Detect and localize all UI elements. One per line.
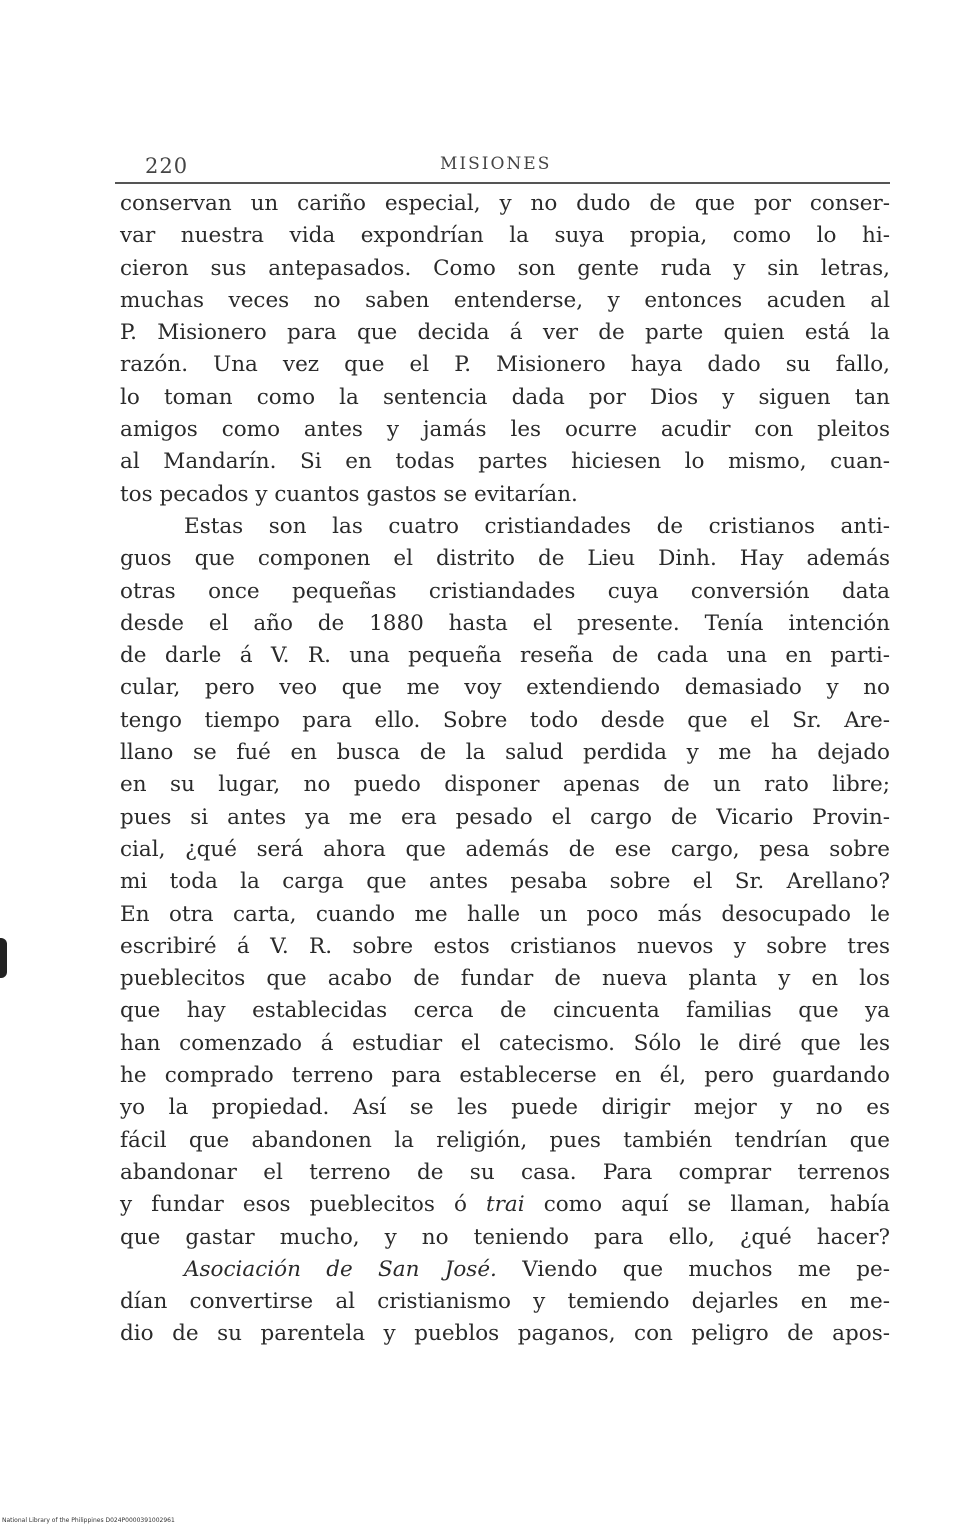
text-line: P. Misionero para que decida á ver de parte quien está la	[120, 320, 890, 346]
text-run: y fundar esos pueblecitos ó	[120, 1192, 486, 1218]
page-header	[115, 152, 890, 184]
text-line: fácil que abandonen la religión, pues también tendrían que	[120, 1127, 890, 1153]
text-line: pueblecitos que acabo de fundar de nueva planta y en los	[120, 966, 890, 992]
text-line: conservan un cariño especial, y no dudo de que por conser-	[120, 191, 890, 216]
text-line: cular, pero veo que me voy extendiendo demasiado y no	[120, 675, 890, 701]
text-line: llano se fué en busca de la salud perdida y me ha dejado	[120, 740, 890, 766]
italic-word: trai	[485, 1192, 525, 1218]
text-line: yo la propiedad. Así se les puede dirigir mejor y no es	[120, 1095, 890, 1121]
running-title: MISIONES	[440, 154, 552, 174]
footer-credit: National Library of the Philippines D024P0000391002961	[2, 1517, 175, 1524]
text-line: al Mandarín. Si en todas partes hiciesen lo mismo, cuan-	[120, 449, 890, 475]
section-heading: Asociación de San José.	[184, 1256, 497, 1282]
text-run: como aquí se llaman, había	[524, 1192, 890, 1218]
text-line: mi toda la carga que antes pesaba sobre el Sr. Arellano?	[120, 869, 890, 895]
text-line: pues si antes ya me era pesado el cargo de Vicario Provin-	[120, 804, 890, 830]
text-line: cial, ¿qué será ahora que además de ese cargo, pesa sobre	[120, 836, 890, 862]
text-line: que hay establecidas cerca de cincuenta familias que ya	[120, 998, 890, 1024]
text-line: razón. Una vez que el P. Misionero haya dado su fallo,	[120, 352, 890, 378]
text-line: amigos como antes y jamás les ocurre acudir con pleitos	[120, 417, 890, 443]
text-line: dían convertirse al cristianismo y temiendo dejarles en me-	[120, 1289, 890, 1315]
text-line: muchas veces no saben entenderse, y entonces acuden al	[120, 287, 890, 313]
text-line: var nuestra vida expondrían la suya propia, como lo hi-	[120, 223, 890, 249]
text-line: escribiré á V. R. sobre estos cristianos nuevos y sobre tres	[120, 933, 890, 959]
text-line: En otra carta, cuando me halle un poco más desocupado le	[120, 901, 890, 927]
text-line: Estas son las cuatro cristiandades de cristianos anti-	[184, 513, 890, 539]
text-line: dio de su parentela y pueblos paganos, con peligro de apos-	[120, 1321, 890, 1347]
margin-mark	[0, 938, 7, 978]
text-line	[120, 1189, 890, 1221]
text-line: que gastar mucho, y no teniendo para ello, ¿qué hacer?	[120, 1224, 890, 1250]
text-run: Viendo que muchos me pe-	[496, 1256, 890, 1282]
text-line	[120, 1254, 890, 1286]
text-line: otras once pequeñas cristiandades cuya conversión data	[120, 578, 890, 604]
text-line: tengo tiempo para ello. Sobre todo desde que el Sr. Are-	[120, 707, 890, 733]
body-text	[120, 188, 890, 1351]
text-line: tos pecados y cuantos gastos se evitarían.	[120, 481, 578, 507]
text-line: he comprado terreno para establecerse en él, pero guardando	[120, 1063, 890, 1089]
text-line: desde el año de 1880 hasta el presente. Tenía intención	[120, 610, 890, 636]
text-line: en su lugar, no puedo disponer apenas de un rato libre;	[120, 772, 890, 798]
text-line: guos que componen el distrito de Lieu Dinh. Hay además	[120, 546, 890, 572]
page-number: 220	[145, 154, 189, 178]
text-line: cieron sus antepasados. Como son gente ruda y sin letras,	[120, 255, 890, 281]
text-line: lo toman como la sentencia dada por Dios y siguen tan	[120, 384, 890, 410]
text-line: de darle á V. R. una pequeña reseña de cada una en parti-	[120, 643, 890, 669]
text-line: abandonar el terreno de su casa. Para comprar terrenos	[120, 1159, 890, 1185]
text-line: han comenzado á estudiar el catecismo. Sólo le diré que les	[120, 1030, 890, 1056]
